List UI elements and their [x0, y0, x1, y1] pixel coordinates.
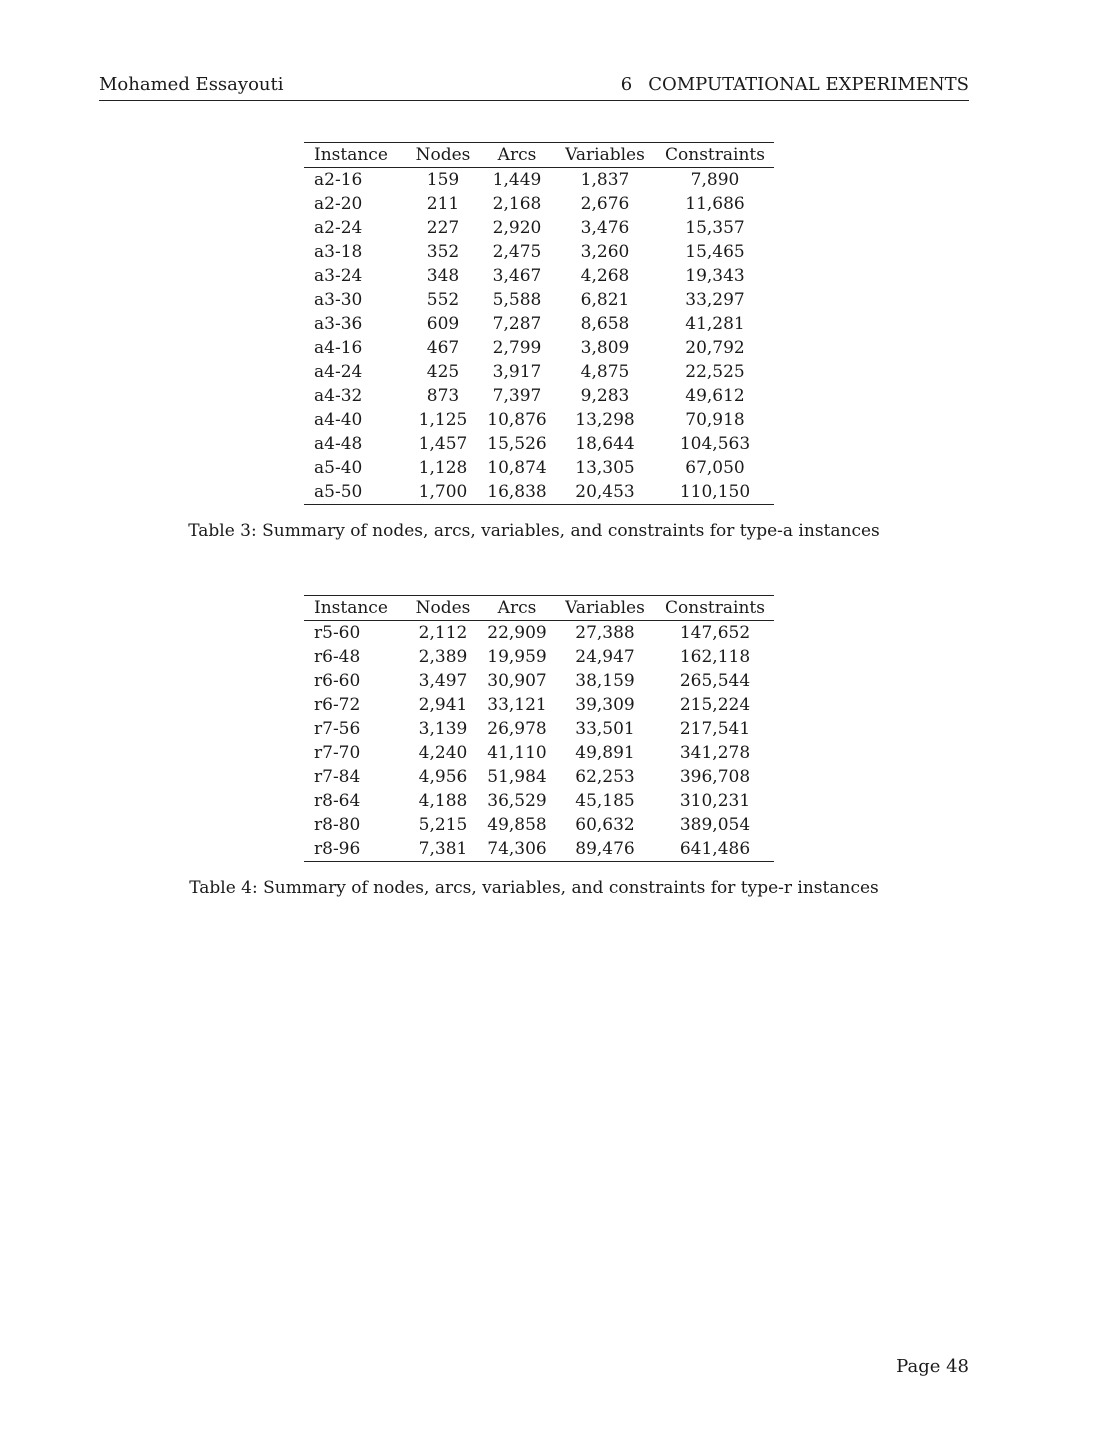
cell-constraints: 20,792: [685, 338, 745, 358]
table-4-caption: Table 4: Summary of nodes, arcs, variables, and constraints for type-r instances: [189, 878, 879, 898]
cell-instance: a2-20: [314, 194, 363, 214]
cell-nodes: 609: [426, 314, 460, 334]
cell-arcs: 30,907: [487, 671, 547, 691]
table-row: [304, 408, 774, 432]
cell-nodes: 552: [426, 290, 460, 310]
cell-variables: 2,676: [580, 194, 630, 214]
cell-constraints: 70,918: [685, 410, 745, 430]
cell-arcs: 7,397: [492, 386, 542, 406]
cell-constraints: 33,297: [685, 290, 745, 310]
cell-variables: 13,298: [575, 410, 635, 430]
cell-nodes: 3,497: [418, 671, 468, 691]
cell-variables: 1,837: [580, 170, 630, 190]
cell-nodes: 1,125: [418, 410, 468, 430]
table-row: [304, 384, 774, 408]
cell-constraints: 19,343: [685, 266, 745, 286]
cell-nodes: 4,956: [418, 767, 468, 787]
cell-instance: a4-16: [314, 338, 363, 358]
cell-nodes: 159: [426, 170, 460, 190]
cell-variables: 4,268: [580, 266, 630, 286]
cell-nodes: 227: [426, 218, 460, 238]
cell-instance: a4-40: [314, 410, 363, 430]
cell-variables: 33,501: [575, 719, 635, 739]
cell-constraints: 110,150: [656, 480, 774, 505]
cell-instance: a3-18: [314, 242, 363, 262]
table-row: [304, 813, 774, 837]
table-row: [304, 669, 774, 693]
cell-arcs: 22,909: [487, 623, 547, 643]
cell-variables: 27,388: [575, 623, 635, 643]
cell-variables: 6,821: [580, 290, 630, 310]
cell-variables: 3,476: [580, 218, 630, 238]
cell-constraints: 15,465: [685, 242, 745, 262]
cell-nodes: 1,457: [418, 434, 468, 454]
cell-constraints: 11,686: [685, 194, 745, 214]
table-row: [304, 765, 774, 789]
cell-arcs: 10,876: [487, 410, 547, 430]
cell-nodes: 211: [426, 194, 460, 214]
cell-arcs: 7,287: [492, 314, 542, 334]
cell-instance: r6-72: [314, 695, 361, 715]
header-author: Mohamed Essayouti: [99, 74, 284, 95]
cell-instance: r8-96: [304, 837, 406, 862]
cell-instance: r8-64: [314, 791, 361, 811]
table-row: [304, 645, 774, 669]
cell-nodes: 3,139: [418, 719, 468, 739]
cell-nodes: 2,112: [418, 623, 468, 643]
cell-variables: 89,476: [554, 837, 656, 862]
table-row: [304, 432, 774, 456]
cell-nodes: 2,389: [418, 647, 468, 667]
cell-variables: 60,632: [575, 815, 635, 835]
running-header: [99, 74, 969, 101]
table-row: [304, 264, 774, 288]
cell-arcs: 5,588: [492, 290, 542, 310]
cell-variables: 62,253: [575, 767, 635, 787]
column-header-instance: Instance: [304, 596, 406, 621]
cell-variables: 39,309: [575, 695, 635, 715]
cell-variables: 49,891: [575, 743, 635, 763]
table-row: [304, 456, 774, 480]
table-4-body: [304, 621, 774, 862]
cell-arcs: 3,917: [492, 362, 542, 382]
cell-variables: 4,875: [580, 362, 630, 382]
cell-instance: a4-24: [314, 362, 363, 382]
cell-constraints: 310,231: [679, 791, 751, 811]
table-3: [304, 142, 774, 505]
cell-variables: 3,809: [580, 338, 630, 358]
table-row: [304, 741, 774, 765]
cell-arcs: 19,959: [487, 647, 547, 667]
table-row: [304, 216, 774, 240]
cell-constraints: 104,563: [679, 434, 751, 454]
cell-arcs: 3,467: [492, 266, 542, 286]
cell-nodes: 467: [426, 338, 460, 358]
table-row: [304, 693, 774, 717]
header-section-title: COMPUTATIONAL EXPERIMENTS: [648, 74, 969, 95]
cell-constraints: 396,708: [679, 767, 751, 787]
cell-nodes: 352: [426, 242, 460, 262]
cell-constraints: 41,281: [685, 314, 745, 334]
cell-constraints: 217,541: [679, 719, 751, 739]
cell-arcs: 2,168: [492, 194, 542, 214]
column-header-instance: Instance: [304, 143, 406, 168]
table-row: [304, 168, 774, 193]
cell-variables: 18,644: [575, 434, 635, 454]
header-section: [621, 74, 969, 95]
table-row: [304, 717, 774, 741]
table-header-row: [304, 596, 774, 621]
cell-constraints: 67,050: [685, 458, 745, 478]
cell-arcs: 33,121: [487, 695, 547, 715]
cell-arcs: 51,984: [487, 767, 547, 787]
column-header-arcs: Arcs: [480, 143, 554, 168]
cell-variables: 20,453: [554, 480, 656, 505]
cell-arcs: 10,874: [487, 458, 547, 478]
cell-constraints: 389,054: [679, 815, 751, 835]
column-header-constraints: Constraints: [656, 596, 774, 621]
table-row: [304, 480, 774, 505]
cell-nodes: 425: [426, 362, 460, 382]
cell-instance: r7-56: [314, 719, 361, 739]
cell-variables: 8,658: [580, 314, 630, 334]
column-header-nodes: Nodes: [406, 143, 480, 168]
page-number: Page 48: [896, 1356, 969, 1377]
cell-arcs: 2,799: [492, 338, 542, 358]
cell-constraints: 341,278: [679, 743, 751, 763]
cell-nodes: 1,700: [406, 480, 480, 505]
cell-constraints: 215,224: [679, 695, 751, 715]
cell-constraints: 265,544: [679, 671, 751, 691]
table-row: [304, 336, 774, 360]
cell-arcs: 36,529: [487, 791, 547, 811]
table-row: [304, 621, 774, 646]
cell-instance: a3-36: [314, 314, 363, 334]
cell-arcs: 49,858: [487, 815, 547, 835]
cell-instance: a2-24: [314, 218, 363, 238]
cell-arcs: 15,526: [487, 434, 547, 454]
cell-nodes: 7,381: [406, 837, 480, 862]
cell-constraints: 22,525: [685, 362, 745, 382]
cell-constraints: 641,486: [656, 837, 774, 862]
cell-instance: a4-32: [314, 386, 363, 406]
cell-instance: r6-48: [314, 647, 361, 667]
cell-variables: 13,305: [575, 458, 635, 478]
cell-instance: r5-60: [314, 623, 361, 643]
table-3-caption: Table 3: Summary of nodes, arcs, variables, and constraints for type-a instances: [188, 521, 880, 541]
column-header-variables: Variables: [554, 596, 656, 621]
cell-instance: a3-30: [314, 290, 363, 310]
cell-nodes: 2,941: [418, 695, 468, 715]
cell-instance: a5-40: [314, 458, 363, 478]
cell-nodes: 5,215: [418, 815, 468, 835]
cell-instance: r6-60: [314, 671, 361, 691]
cell-constraints: 15,357: [685, 218, 745, 238]
table-row: [304, 312, 774, 336]
cell-instance: a3-24: [314, 266, 363, 286]
cell-constraints: 7,890: [690, 170, 740, 190]
cell-nodes: 1,128: [418, 458, 468, 478]
cell-arcs: 74,306: [480, 837, 554, 862]
column-header-arcs: Arcs: [480, 596, 554, 621]
cell-instance: a2-16: [314, 170, 363, 190]
table-row: [304, 288, 774, 312]
cell-arcs: 41,110: [487, 743, 547, 763]
header-section-number: 6: [620, 74, 633, 95]
table-row: [304, 192, 774, 216]
cell-instance: a5-50: [304, 480, 406, 505]
cell-nodes: 873: [426, 386, 460, 406]
cell-arcs: 16,838: [480, 480, 554, 505]
cell-nodes: 348: [426, 266, 460, 286]
cell-constraints: 49,612: [685, 386, 745, 406]
table-3-body: [304, 168, 774, 505]
cell-nodes: 4,240: [418, 743, 468, 763]
cell-nodes: 4,188: [418, 791, 468, 811]
cell-variables: 3,260: [580, 242, 630, 262]
cell-instance: r7-84: [314, 767, 361, 787]
table-row: [304, 789, 774, 813]
cell-variables: 9,283: [580, 386, 630, 406]
cell-variables: 24,947: [575, 647, 635, 667]
cell-arcs: 1,449: [492, 170, 542, 190]
table-row: [304, 837, 774, 862]
table-4: [304, 595, 774, 862]
cell-arcs: 2,920: [492, 218, 542, 238]
cell-variables: 38,159: [575, 671, 635, 691]
table-header-row: [304, 143, 774, 168]
cell-instance: r7-70: [314, 743, 361, 763]
cell-variables: 45,185: [575, 791, 635, 811]
cell-constraints: 147,652: [679, 623, 751, 643]
table-row: [304, 360, 774, 384]
cell-instance: a4-48: [314, 434, 363, 454]
cell-arcs: 26,978: [487, 719, 547, 739]
table-row: [304, 240, 774, 264]
cell-constraints: 162,118: [679, 647, 751, 667]
cell-arcs: 2,475: [492, 242, 542, 262]
cell-instance: r8-80: [314, 815, 361, 835]
column-header-nodes: Nodes: [406, 596, 480, 621]
column-header-constraints: Constraints: [656, 143, 774, 168]
column-header-variables: Variables: [554, 143, 656, 168]
